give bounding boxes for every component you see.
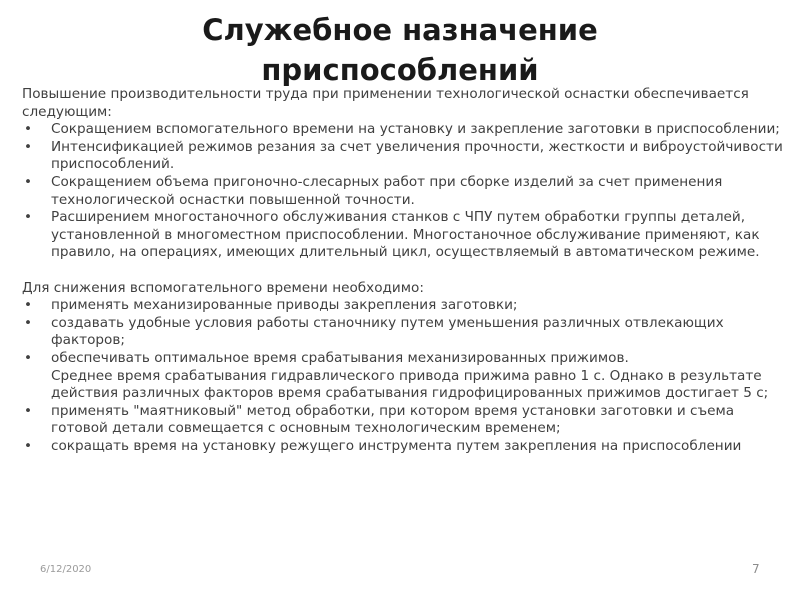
measures-list bbox=[22, 297, 790, 455]
benefit-item: • Интенсификацией режимов резания за счет увеличения прочности, жесткости и виброустойчивости приспособлений. bbox=[22, 139, 790, 174]
slide-title bbox=[0, 10, 800, 90]
benefit-item: • Расширением многостаночного обслуживания станков с ЧПУ путем обработки группы деталей, установленной в многоместном приспособлении. Многостаночное обслуживание применяют, как правило, на операциях, имеющих длительный цикл, осуществляемый в автоматическом режиме. bbox=[22, 209, 790, 262]
measure-item: • применять механизированные приводы закрепления заготовки; bbox=[22, 297, 790, 315]
intro-paragraph: Повышение производительности труда при применении технологической оснастки обеспечивается следующим: bbox=[22, 86, 749, 120]
lead-paragraph: Для снижения вспомогательного времени необходимо: bbox=[22, 279, 424, 296]
benefit-item: • Сокращением объема пригоночно-слесарных работ при сборке изделий за счет применения технологической оснастки повышенной точности. bbox=[22, 174, 790, 209]
measure-item: • обеспечивать оптимальное время срабатывания механизированных прижимов. Среднее время срабатывания гидравлического привода прижима равно 1 с. Однако в результате действия различных факторов время срабатывания гидрофицированных прижимов достигает 5 с; bbox=[22, 350, 790, 403]
measure-item: • применять "маятниковый" метод обработки, при котором время установки заготовки и съема готовой детали совмещается с основным технологическим временем; bbox=[22, 403, 790, 438]
benefit-item: • Сокращением вспомогательного времени на установку и закрепление заготовки в приспособлении; bbox=[22, 121, 790, 139]
measure-item: • создавать удобные условия работы станочнику путем уменьшения различных отвлекающих факторов; bbox=[22, 315, 790, 350]
slide-body bbox=[22, 86, 790, 455]
slide-title-line-1: Служебное назначение bbox=[202, 13, 598, 47]
page-number: 7 bbox=[752, 562, 760, 576]
measure-item: • сокращать время на установку режущего инструмента путем закрепления на приспособлении bbox=[22, 438, 790, 456]
benefits-list bbox=[22, 121, 790, 262]
footer-date: 6/12/2020 bbox=[40, 564, 92, 575]
slide-title-line-2: приспособлений bbox=[261, 53, 539, 87]
